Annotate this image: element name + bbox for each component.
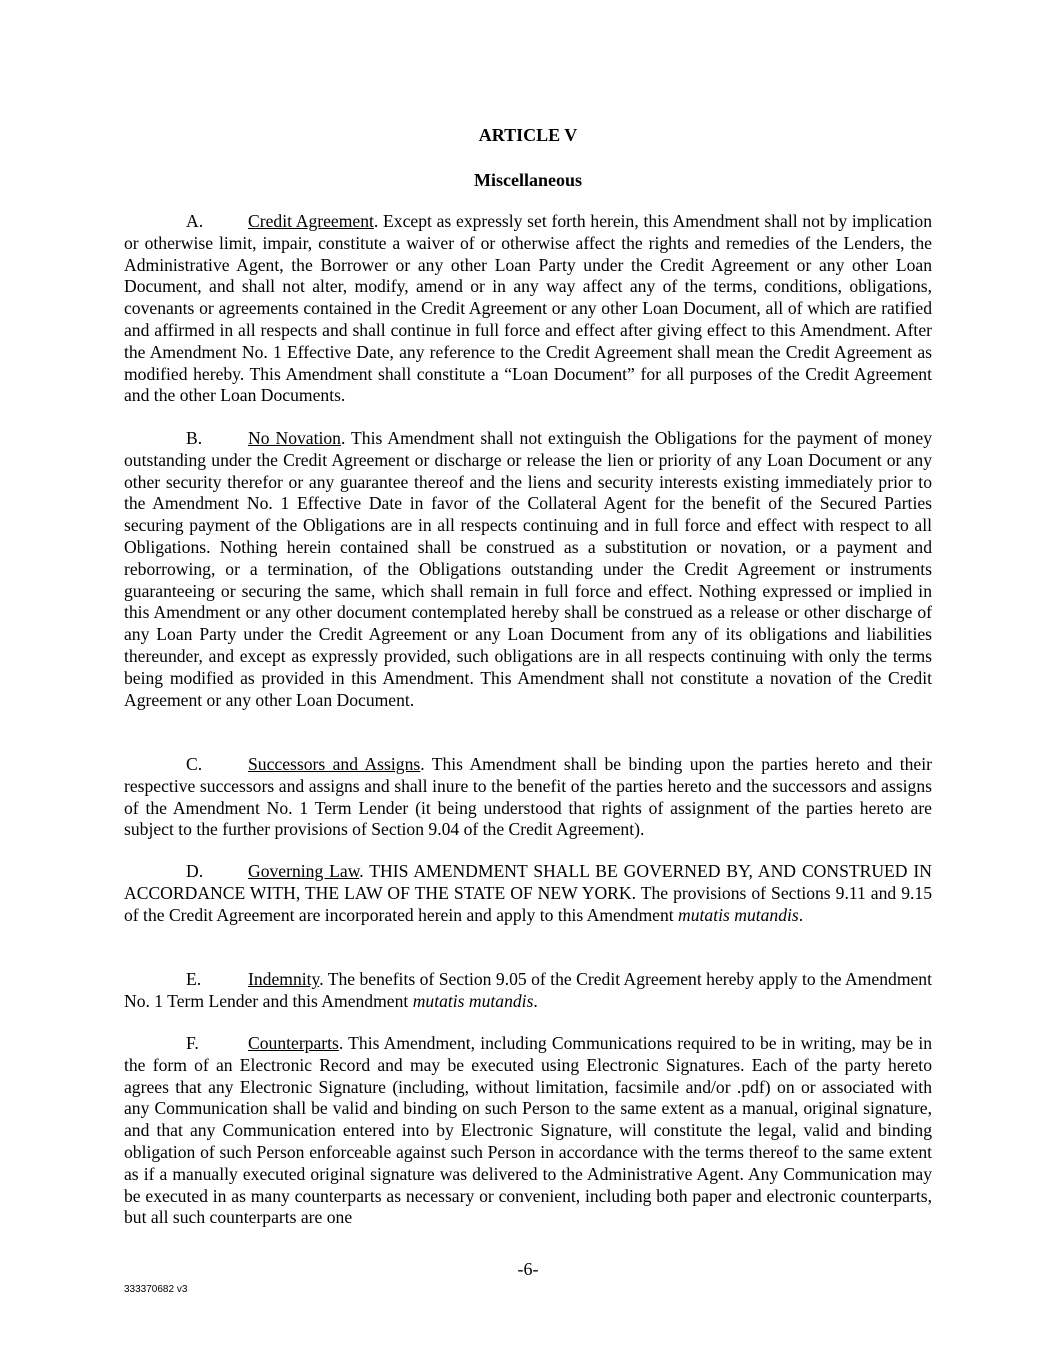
section-tail: .: [798, 904, 804, 925]
section-caption: Governing Law: [248, 861, 360, 881]
section-letter: D.: [186, 861, 204, 881]
section-letter: B.: [186, 428, 203, 448]
section-text: . This Amendment shall not extinguish the Obligations for the payment of money outstanding under the Credit Agreement or discharge or release the lien or priority of any Loan Document or any other security therefor or any guarantee thereof and the liens and security interests existing immediately prior to the Amendment No. 1 Effective Date in favor of the Collateral Agent for the benefit of the Secured Parties securing payment of the Obligations are in all respects continuing and in full force and effect with respect to all Obligations. Nothing herein contained shall be construed as a substitution or novation, or a payment and reborrowing, or a termination, of the Obligations outstanding under the Credit Agreement or instruments guaranteeing or securing the same, which shall remain in full force and effect. Nothing expressed or implied in this Amendment or any other document contemplated hereby shall be construed as a release or other discharge of any Loan Party under the Credit Agreement or any Loan Document from any of its obligations and liabilities thereunder, and except as expressly provided, such obligations are in all respects continuing with only the terms being modified as provided in this Amendment. This Amendment shall not constitute a novation of the Credit Agreement or any other Loan Document.: [124, 428, 932, 710]
section-text: . THIS AMENDMENT SHALL BE GOVERNED BY, AND CONSTRUED IN ACCORDANCE WITH, THE LAW OF THE STATE OF NEW YORK. The provisions of Sections 9.11 and 9.15 of the Credit Agreement are incorporated herein and apply to this Amendment: [124, 861, 933, 925]
section-c: [124, 754, 932, 841]
section-letter: F.: [186, 1033, 199, 1053]
section-text: . The benefits of Section 9.05 of the Credit Agreement hereby apply to the Amendment No. 1 Term Lender and this Amendment: [124, 969, 932, 1011]
section-e: [124, 969, 932, 1013]
section-tail: .: [533, 990, 538, 1011]
section-italic-term: mutatis mutandis: [678, 904, 799, 925]
section-caption: Indemnity: [248, 969, 320, 989]
section-text: . This Amendment, including Communications required to be in writing, may be in the form of an Electronic Record and may be executed using Electronic Signatures. Each of the party hereto agrees that any Electronic Signature (including, without limitation, facsimile and/or .pdf) on or associated with any Communication shall be valid and binding on such Person to the same extent as a manual, original signature, and that any Communication entered into by Electronic Signature, will constitute the legal, valid and binding obligation of such Person enforceable against such Person in accordance with the terms thereof to the same extent as if a manually executed original signature was delivered to the Administrative Agent. Any Communication may be executed in as many counterparts as necessary or convenient, including both paper and electronic counterparts, but all such counterparts are one: [124, 1033, 932, 1228]
document-id: 333370682 v3: [124, 1284, 188, 1295]
section-letter: C.: [186, 754, 203, 774]
section-italic-term: mutatis mutandis: [412, 990, 534, 1011]
section-f: [124, 1033, 932, 1229]
article-title: ARTICLE V: [478, 125, 578, 145]
section-letter: E.: [186, 969, 202, 989]
section-caption: Counterparts: [248, 1033, 339, 1053]
section-letter: A.: [186, 211, 204, 231]
section-caption: Credit Agreement: [248, 211, 374, 231]
section-caption: Successors and Assigns: [248, 754, 421, 774]
section-text: . Except as expressly set forth herein, this Amendment shall not by implication or otherwise limit, impair, constitute a waiver of or otherwise affect the rights and remedies of the Lenders, the Administrative Agent, the Borrower or any other Loan Party under the Credit Agreement or any other Loan Document, and shall not alter, modify, amend or in any way affect any of the terms, conditions, obligations, covenants or agreements contained in the Credit Agreement or any other Loan Document, all of which are ratified and affirmed in all respects and shall continue in full force and effect after giving effect to this Amendment. After the Amendment No. 1 Effective Date, any reference to the Credit Agreement shall mean the Credit Agreement as modified hereby. This Amendment shall constitute a “Loan Document” for all purposes of the Credit Agreement and the other Loan Documents.: [124, 211, 933, 406]
section-a: [124, 211, 932, 407]
article-subtitle: Miscellaneous: [474, 170, 582, 190]
page-number: -6-: [517, 1259, 539, 1279]
section-caption: No Novation: [248, 428, 341, 448]
section-d: [124, 861, 932, 926]
section-text: . This Amendment shall be binding upon the parties hereto and their respective successors and assigns and shall inure to the benefit of the parties hereto and the successors and assigns of the Amendment No. 1 Term Lender (it being understood that rights of assignment of the parties hereto are subject to the further provisions of Section 9.04 of the Credit Agreement).: [124, 754, 932, 840]
section-b: [124, 428, 932, 711]
